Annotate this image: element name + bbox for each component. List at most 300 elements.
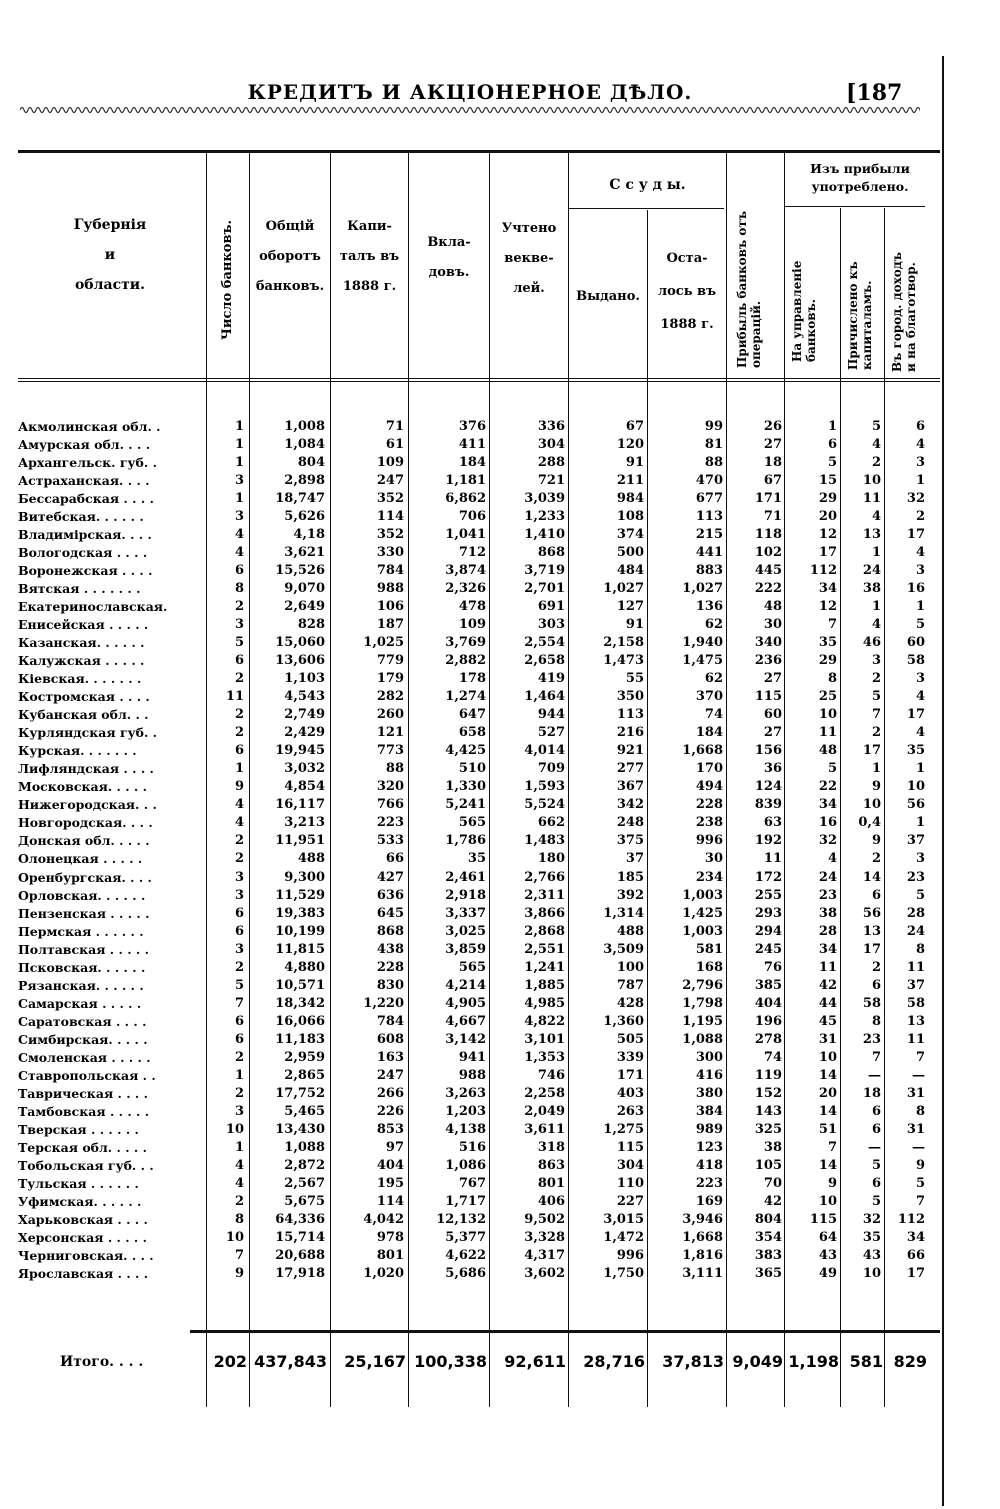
cell-name: Владимірская. . . . — [18, 527, 152, 543]
cell-issued: 55 — [625, 671, 644, 687]
cell-banks: 3 — [234, 473, 244, 489]
cell-profit: 192 — [754, 833, 782, 849]
cell-city: 8 — [915, 941, 925, 957]
cell-deposits: 1,181 — [445, 473, 486, 489]
cell-cap: 5 — [871, 1193, 881, 1209]
cell-deposits: 941 — [458, 1049, 486, 1065]
cell-capital: 978 — [376, 1229, 404, 1245]
cell-capital: 1,220 — [363, 995, 404, 1011]
cell-city: 4 — [915, 725, 925, 741]
table-row — [0, 562, 940, 579]
cell-turnover: 16,066 — [275, 1013, 325, 1029]
cell-capital: 404 — [376, 1157, 404, 1173]
cell-cap: 4 — [871, 617, 881, 633]
cell-remaining: 989 — [695, 1121, 723, 1137]
cell-profit: 18 — [763, 455, 782, 471]
totals-mgmt: 1,198 — [788, 1352, 839, 1371]
cell-capital: 66 — [385, 851, 404, 867]
cell-bills: 2,551 — [524, 941, 565, 957]
totals-issued: 28,716 — [583, 1352, 645, 1371]
cell-name: Курская. . . . . . . — [18, 743, 137, 759]
cell-deposits: 767 — [458, 1175, 486, 1191]
cell-mgmt: 4 — [827, 851, 837, 867]
cell-city: 58 — [906, 653, 925, 669]
table-row — [0, 1265, 940, 1282]
cell-bills: 2,701 — [524, 581, 565, 597]
cell-name: Новгородская. . . . — [18, 815, 153, 831]
cell-issued: 110 — [616, 1175, 644, 1191]
cell-deposits: 565 — [458, 959, 486, 975]
cell-cap: 9 — [871, 833, 881, 849]
cell-banks: 11 — [225, 689, 244, 705]
cell-remaining: 74 — [704, 707, 723, 723]
cell-bills: 1,593 — [524, 779, 565, 795]
cell-capital: 427 — [376, 869, 404, 885]
cell-mgmt: 48 — [818, 743, 837, 759]
cell-banks: 4 — [234, 1175, 244, 1191]
cell-profit: 115 — [754, 689, 782, 705]
cell-mgmt: 28 — [818, 923, 837, 939]
cell-remaining: 677 — [695, 491, 723, 507]
cell-profit: 119 — [754, 1067, 782, 1083]
cell-mgmt: 64 — [818, 1229, 837, 1245]
cell-banks: 2 — [234, 725, 244, 741]
cell-capital: 330 — [376, 545, 404, 561]
cell-name: Тульская . . . . . . — [18, 1175, 139, 1191]
cell-banks: 6 — [234, 1013, 244, 1029]
cell-remaining: 1,940 — [682, 635, 723, 651]
cell-capital: 784 — [376, 1013, 404, 1029]
cell-deposits: 706 — [458, 509, 486, 525]
table-row — [0, 1193, 940, 1210]
cell-cap: 2 — [871, 725, 881, 741]
cell-bills: 419 — [537, 671, 565, 687]
table-row — [0, 1229, 940, 1246]
cell-deposits: 3,263 — [445, 1085, 486, 1101]
table-row — [0, 1085, 940, 1102]
cell-cap: 13 — [862, 527, 881, 543]
cell-capital: 228 — [376, 959, 404, 975]
cell-capital: 71 — [385, 419, 404, 434]
cell-banks: 9 — [234, 779, 244, 795]
cell-city: 7 — [915, 1193, 925, 1209]
cell-banks: 2 — [234, 1085, 244, 1101]
cell-banks: 7 — [234, 995, 244, 1011]
cell-deposits: 4,425 — [445, 743, 486, 759]
cell-banks: 5 — [234, 635, 244, 651]
cell-issued: 171 — [616, 1067, 644, 1083]
cell-bills: 3,719 — [524, 563, 565, 579]
cell-mgmt: 7 — [827, 1139, 837, 1155]
cell-mgmt: 11 — [818, 959, 837, 975]
cell-issued: 115 — [616, 1139, 644, 1155]
cell-issued: 3,509 — [603, 941, 644, 957]
cell-banks: 2 — [234, 671, 244, 687]
cell-remaining: 3,111 — [682, 1265, 723, 1281]
cell-deposits: 3,874 — [445, 563, 486, 579]
cell-city: 31 — [906, 1085, 925, 1101]
cell-issued: 248 — [616, 815, 644, 831]
cell-cap: 5 — [871, 1157, 881, 1173]
cell-remaining: 300 — [695, 1049, 723, 1065]
cell-city: 37 — [906, 833, 925, 849]
cell-turnover: 1,088 — [284, 1139, 325, 1155]
cell-cap: 13 — [862, 923, 881, 939]
cell-remaining: 384 — [695, 1103, 723, 1119]
cell-remaining: 1,195 — [682, 1013, 723, 1029]
cell-remaining: 2,796 — [682, 977, 723, 993]
cell-bills: 721 — [537, 473, 565, 489]
cell-mgmt: 51 — [818, 1121, 837, 1137]
cell-name: Олонецкая . . . . . — [18, 851, 143, 867]
cell-city: 66 — [906, 1247, 925, 1263]
cell-name: Екатеринославская. — [18, 599, 168, 615]
cell-remaining: 123 — [695, 1139, 723, 1155]
totals-bills: 92,611 — [504, 1352, 566, 1371]
cell-mgmt: 6 — [827, 437, 837, 453]
cell-capital: 187 — [376, 617, 404, 633]
cell-turnover: 18,747 — [275, 491, 325, 507]
cell-mgmt: 49 — [818, 1265, 837, 1281]
cell-issued: 1,360 — [603, 1013, 644, 1029]
cell-city: 1 — [915, 599, 925, 615]
cell-profit: 293 — [754, 905, 782, 921]
cell-banks: 4 — [234, 545, 244, 561]
cell-turnover: 18,342 — [275, 995, 325, 1011]
cell-profit: 278 — [754, 1031, 782, 1047]
cell-issued: 1,027 — [603, 581, 644, 597]
table-row — [0, 472, 940, 489]
cell-bills: 303 — [537, 617, 565, 633]
table-row — [0, 1067, 940, 1084]
cell-profit: 839 — [754, 797, 782, 813]
cell-deposits: 5,241 — [445, 797, 486, 813]
cell-turnover: 2,865 — [284, 1067, 325, 1083]
cell-profit: 118 — [754, 527, 782, 543]
cell-deposits: 376 — [458, 419, 486, 434]
wavy-rule-ornament — [20, 104, 920, 116]
cell-remaining: 1,668 — [682, 743, 723, 759]
cell-remaining: 81 — [704, 437, 723, 453]
cell-name: Кіевская. . . . . . . — [18, 671, 142, 687]
table-row — [0, 634, 940, 651]
cell-name: Ставропольская . . — [18, 1067, 156, 1083]
cell-turnover: 828 — [297, 617, 325, 633]
cell-issued: 113 — [616, 707, 644, 723]
cell-issued: 108 — [616, 509, 644, 525]
table-row — [0, 869, 940, 886]
cell-profit: 222 — [754, 581, 782, 597]
table-row — [0, 905, 940, 922]
header-to-capital: Причислено къ капиталамъ. — [846, 261, 874, 370]
cell-mgmt: 10 — [818, 1193, 837, 1209]
cell-cap: 23 — [862, 1031, 881, 1047]
cell-mgmt: 14 — [818, 1103, 837, 1119]
cell-turnover: 11,951 — [275, 833, 325, 849]
cell-issued: 428 — [616, 995, 644, 1011]
cell-city: 13 — [906, 1013, 925, 1029]
cell-profit: 76 — [763, 959, 782, 975]
cell-remaining: 184 — [695, 725, 723, 741]
cell-city: 9 — [915, 1157, 925, 1173]
table-row — [0, 941, 940, 958]
cell-bills: 709 — [537, 761, 565, 777]
cell-deposits: 1,086 — [445, 1157, 486, 1173]
cell-turnover: 2,749 — [284, 707, 325, 723]
cell-name: Тверская . . . . . . — [18, 1121, 139, 1137]
header-bills: Учтено векве- лей. — [501, 221, 557, 296]
cell-banks: 7 — [234, 1247, 244, 1263]
cell-banks: 6 — [234, 923, 244, 939]
cell-profit: 365 — [754, 1265, 782, 1281]
cell-capital: 636 — [376, 887, 404, 903]
cell-cap: 2 — [871, 959, 881, 975]
cell-mgmt: 44 — [818, 995, 837, 1011]
cell-city: 11 — [906, 1031, 925, 1047]
cell-profit: 11 — [763, 851, 782, 867]
cell-mgmt: 34 — [818, 941, 837, 957]
table-row — [0, 580, 940, 597]
totals-capital: 25,167 — [344, 1352, 406, 1371]
cell-city: 17 — [906, 1265, 925, 1281]
cell-mgmt: 5 — [827, 761, 837, 777]
cell-capital: 247 — [376, 1067, 404, 1083]
table-row — [0, 670, 940, 687]
cell-bills: 2,766 — [524, 869, 565, 885]
cell-bills: 2,658 — [524, 653, 565, 669]
table-row — [0, 814, 940, 831]
cell-bills: 318 — [537, 1139, 565, 1155]
cell-profit: 102 — [754, 545, 782, 561]
cell-name: Терская обл. . . . . — [18, 1139, 147, 1155]
cell-banks: 8 — [234, 1211, 244, 1227]
cell-issued: 1,275 — [603, 1121, 644, 1137]
cell-banks: 3 — [234, 509, 244, 525]
table-row — [0, 832, 940, 849]
cell-issued: 100 — [616, 959, 644, 975]
cell-deposits: 565 — [458, 815, 486, 831]
cell-capital: 109 — [376, 455, 404, 471]
header-to-management: На управленіе банковъ. — [790, 260, 818, 362]
cell-cap: 6 — [871, 887, 881, 903]
cell-mgmt: 10 — [818, 707, 837, 723]
cell-capital: 97 — [385, 1139, 404, 1155]
cell-turnover: 5,675 — [284, 1193, 325, 1209]
cell-city: 31 — [906, 1121, 925, 1137]
cell-mgmt: 45 — [818, 1013, 837, 1029]
cell-mgmt: 1 — [827, 419, 837, 434]
cell-city: 58 — [906, 995, 925, 1011]
cell-issued: 277 — [616, 761, 644, 777]
cell-remaining: 234 — [695, 869, 723, 885]
cell-turnover: 10,571 — [275, 977, 325, 993]
cell-mgmt: 17 — [818, 545, 837, 561]
cell-remaining: 223 — [695, 1175, 723, 1191]
cell-deposits: 2,882 — [445, 653, 486, 669]
cell-capital: 352 — [376, 491, 404, 507]
cell-capital: 320 — [376, 779, 404, 795]
cell-issued: 505 — [616, 1031, 644, 1047]
cell-issued: 1,473 — [603, 653, 644, 669]
cell-bills: 3,101 — [524, 1031, 565, 1047]
totals-cap: 581 — [849, 1352, 883, 1371]
cell-city: — — [912, 1067, 925, 1083]
cell-issued: 339 — [616, 1049, 644, 1065]
cell-bills: 868 — [537, 545, 565, 561]
cell-issued: 1,750 — [603, 1265, 644, 1281]
cell-bills: 801 — [537, 1175, 565, 1191]
cell-turnover: 13,430 — [275, 1121, 325, 1137]
cell-cap: 14 — [862, 869, 881, 885]
cell-bills: 3,866 — [524, 905, 565, 921]
cell-city: 17 — [906, 527, 925, 543]
loans-group-rule — [568, 208, 724, 209]
cell-remaining: 441 — [695, 545, 723, 561]
cell-deposits: 1,717 — [445, 1193, 486, 1209]
cell-name: Воронежская . . . . — [18, 563, 153, 579]
cell-profit: 156 — [754, 743, 782, 759]
cell-turnover: 1,103 — [284, 671, 325, 687]
cell-name: Оренбургская. . . . — [18, 869, 152, 885]
table-row — [0, 544, 940, 561]
cell-bills: 662 — [537, 815, 565, 831]
cell-mgmt: 34 — [818, 581, 837, 597]
cell-cap: 46 — [862, 635, 881, 651]
cell-remaining: 169 — [695, 1193, 723, 1209]
cell-name: Калужская . . . . . — [18, 653, 145, 669]
cell-remaining: 1,027 — [682, 581, 723, 597]
cell-turnover: 2,959 — [284, 1049, 325, 1065]
cell-remaining: 1,798 — [682, 995, 723, 1011]
cell-turnover: 17,918 — [275, 1265, 325, 1281]
cell-profit: 236 — [754, 653, 782, 669]
cell-name: Черниговская. . . . — [18, 1247, 154, 1263]
cell-turnover: 15,060 — [275, 635, 325, 651]
cell-profit: 804 — [754, 1211, 782, 1227]
cell-cap: 0,4 — [858, 815, 881, 831]
cell-mgmt: 20 — [818, 1085, 837, 1101]
cell-banks: 8 — [234, 581, 244, 597]
cell-city: 10 — [906, 779, 925, 795]
header-to-city: Въ город. доходъ и на благотвор. — [890, 252, 918, 372]
cell-issued: 787 — [616, 977, 644, 993]
cell-city: 1 — [915, 473, 925, 489]
page-edge-line — [942, 56, 944, 1506]
cell-city: 3 — [915, 851, 925, 867]
cell-turnover: 4,543 — [284, 689, 325, 705]
cell-banks: 3 — [234, 887, 244, 903]
cell-issued: 488 — [616, 923, 644, 939]
cell-mgmt: 35 — [818, 635, 837, 651]
cell-cap: 8 — [871, 1013, 881, 1029]
cell-profit: 105 — [754, 1157, 782, 1173]
totals-banks: 202 — [213, 1352, 247, 1371]
cell-turnover: 2,649 — [284, 599, 325, 615]
cell-issued: 984 — [616, 491, 644, 507]
cell-deposits: 478 — [458, 599, 486, 615]
cell-capital: 88 — [385, 761, 404, 777]
cell-turnover: 3,213 — [284, 815, 325, 831]
cell-bills: 336 — [537, 419, 565, 434]
cell-banks: 10 — [225, 1229, 244, 1245]
cell-banks: 2 — [234, 707, 244, 723]
cell-banks: 6 — [234, 743, 244, 759]
totals-label: Итого. . . . — [60, 1354, 144, 1370]
cell-cap: 10 — [862, 797, 881, 813]
cell-bills: 2,554 — [524, 635, 565, 651]
cell-banks: 9 — [234, 1265, 244, 1281]
cell-profit: 124 — [754, 779, 782, 795]
cell-banks: 3 — [234, 617, 244, 633]
cell-deposits: 988 — [458, 1067, 486, 1083]
cell-mgmt: 9 — [827, 1175, 837, 1191]
cell-name: Пермская . . . . . . — [18, 923, 144, 939]
header-loans-issued: Выдано. — [576, 289, 640, 304]
cell-turnover: 17,752 — [275, 1085, 325, 1101]
cell-banks: 6 — [234, 563, 244, 579]
table-row — [0, 995, 940, 1012]
cell-city: 17 — [906, 707, 925, 723]
cell-capital: 1,025 — [363, 635, 404, 651]
cell-mgmt: 38 — [818, 905, 837, 921]
table-row — [0, 1247, 940, 1264]
cell-name: Нижегородская. . . — [18, 797, 157, 813]
cell-bills: 3,611 — [524, 1121, 565, 1137]
cell-mgmt: 12 — [818, 527, 837, 543]
cell-name: Симбирская. . . . . — [18, 1031, 148, 1047]
cell-issued: 304 — [616, 1157, 644, 1173]
header-capital: Капи- талъ въ 1888 г. — [339, 219, 400, 294]
cell-issued: 1,314 — [603, 905, 644, 921]
cell-mgmt: 112 — [809, 563, 837, 579]
cell-turnover: 11,183 — [275, 1031, 325, 1047]
cell-remaining: 883 — [695, 563, 723, 579]
cell-remaining: 62 — [704, 671, 723, 687]
cell-city: 1 — [915, 815, 925, 831]
cell-deposits: 658 — [458, 725, 486, 741]
cell-turnover: 15,714 — [275, 1229, 325, 1245]
cell-cap: 5 — [871, 419, 881, 434]
cell-capital: 195 — [376, 1175, 404, 1191]
cell-city: 2 — [915, 509, 925, 525]
cell-turnover: 15,526 — [275, 563, 325, 579]
cell-banks: 1 — [234, 437, 244, 453]
cell-cap: 2 — [871, 851, 881, 867]
cell-city: 8 — [915, 1103, 925, 1119]
cell-profit: 26 — [763, 419, 782, 434]
cell-cap: 1 — [871, 761, 881, 777]
cell-turnover: 10,199 — [275, 923, 325, 939]
cell-turnover: 2,429 — [284, 725, 325, 741]
table-row — [0, 742, 940, 759]
table-row — [0, 1013, 940, 1030]
header-deposits: Вкла- довъ. — [427, 235, 471, 280]
cell-remaining: 1,668 — [682, 1229, 723, 1245]
table-row — [0, 959, 940, 976]
cell-issued: 500 — [616, 545, 644, 561]
cell-deposits: 35 — [467, 851, 486, 867]
cell-name: Харьковская . . . . — [18, 1211, 148, 1227]
cell-issued: 91 — [625, 617, 644, 633]
cell-issued: 211 — [616, 473, 644, 489]
cell-name: Ярославская . . . . — [18, 1265, 149, 1281]
table-row — [0, 977, 940, 994]
cell-banks: 4 — [234, 527, 244, 543]
table-row — [0, 1211, 940, 1228]
cell-name: Полтавская . . . . . — [18, 941, 149, 957]
cell-mgmt: 12 — [818, 599, 837, 615]
cell-city: 35 — [906, 743, 925, 759]
